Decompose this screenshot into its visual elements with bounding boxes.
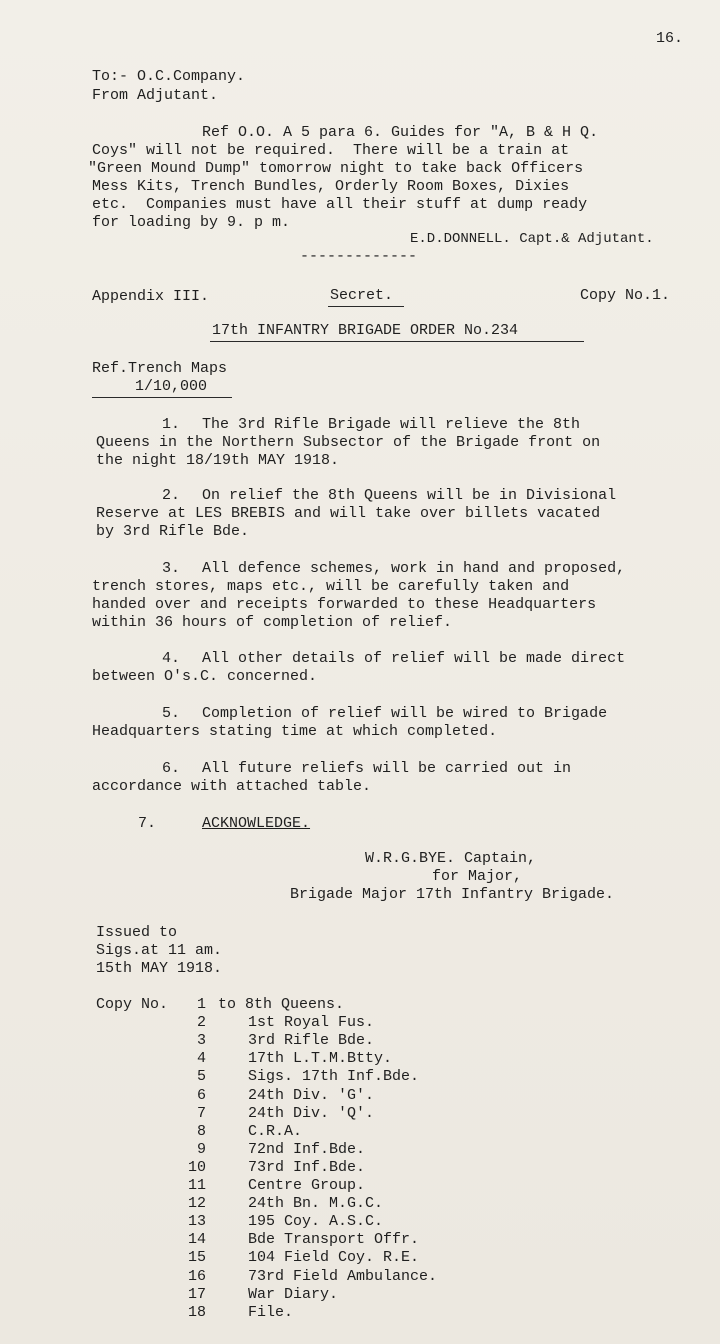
copy-no: 10 [187, 1158, 206, 1176]
paragraph-line: within 36 hours of completion of relief. [92, 614, 453, 631]
copy-no: 15 [187, 1249, 206, 1267]
copy-no: 2 [196, 1014, 206, 1032]
signature-line: Brigade Major 17th Infantry Brigade. [290, 886, 615, 903]
copy-recipient: Sigs. 17th Inf.Bde. [248, 1068, 420, 1086]
signature-line: for Major, [432, 868, 523, 885]
copy-no: 11 [187, 1177, 206, 1194]
paragraph-line: All defence schemes, work in hand and proposed, [202, 560, 626, 577]
paragraph-line: Headquarters stating time at which completed. [92, 723, 498, 740]
memo-signature: E.D.DONNELL. Capt.& Adjutant. [410, 231, 654, 247]
issued-line: 15th MAY 1918. [96, 960, 223, 977]
memo-line: Ref O.O. A 5 para 6. Guides for "A, B & H Q. [202, 124, 599, 141]
copy-recipient: 72nd Inf.Bde. [248, 1140, 366, 1158]
copy-no: 9 [196, 1140, 206, 1158]
copy-no: 16 [187, 1267, 206, 1285]
copy-recipient: 73rd Field Ambulance. [248, 1267, 438, 1285]
copy-recipient: Centre Group. [248, 1177, 366, 1194]
copy-no: 12 [187, 1195, 206, 1213]
paragraph-number: 5. [162, 705, 181, 722]
paragraph-line: Queens in the Northern Subsector of the Brigade front on [96, 434, 601, 451]
paragraph-line: All future reliefs will be carried out in [202, 760, 572, 777]
paragraph-number: 2. [162, 487, 181, 504]
paragraph-line: by 3rd Rifle Bde. [96, 523, 250, 540]
page-number: 16. [656, 30, 684, 47]
copy-recipient: 195 Coy. A.S.C. [248, 1213, 384, 1231]
memo-line: etc. Companies must have all their stuff at dump ready [92, 196, 588, 213]
copy-recipient: 3rd Rifle Bde. [248, 1032, 375, 1050]
paragraph-line: All other details of relief will be made direct [202, 650, 626, 667]
copy-recipient: 17th L.T.M.Btty. [248, 1050, 393, 1068]
issued-line: Issued to [96, 924, 178, 941]
copy-no: 17 [187, 1285, 206, 1303]
ref-underline [92, 397, 232, 398]
copy-no: 14 [187, 1231, 206, 1249]
issued-line: Sigs.at 11 am. [96, 942, 223, 959]
paragraph-line: Reserve at LES BREBIS and will take over billets vacated [96, 505, 601, 522]
paragraph-line: accordance with attached table. [92, 778, 372, 795]
memo-line: Mess Kits, Trench Bundles, Orderly Room Boxes, Dixies [92, 178, 570, 195]
paragraph-line: handed over and receipts forwarded to these Headquarters [92, 596, 597, 613]
memo-line: Coys" will not be required. There will be a train at [92, 142, 570, 159]
copy-recipient: 104 Field Coy. R.E. [248, 1249, 420, 1267]
copy-no: 5 [196, 1068, 206, 1086]
copy-recipient: 73rd Inf.Bde. [248, 1158, 366, 1176]
order-title-underline [210, 341, 584, 342]
copy-no: 13 [187, 1213, 206, 1231]
paragraph-line: the night 18/19th MAY 1918. [96, 452, 340, 469]
paragraph-number: 4. [162, 650, 181, 667]
paragraph-number: 6. [162, 760, 181, 777]
copy-recipient: C.R.A. [248, 1122, 303, 1140]
copy-no: 6 [196, 1086, 206, 1104]
copy-no: 18 [187, 1303, 206, 1321]
paragraph-number: 3. [162, 560, 181, 577]
copy-no: 7 [196, 1104, 206, 1122]
copy-recipient: to 8th Queens. [218, 996, 345, 1013]
memo-divider: ------------- [300, 248, 418, 265]
ref-scale: 1/10,000 [135, 378, 208, 395]
copy-no: 8 [196, 1122, 206, 1140]
paragraph-line: between O's.C. concerned. [92, 668, 318, 685]
copy-recipient: 24th Bn. M.G.C. [248, 1195, 384, 1213]
order-title: 17th INFANTRY BRIGADE ORDER No.234 [212, 322, 519, 339]
copy-number: Copy No.1. [580, 287, 671, 304]
paragraph-line: The 3rd Rifle Brigade will relieve the 8th [202, 416, 581, 433]
copy-no: 3 [196, 1032, 206, 1050]
copy-recipient: 1st Royal Fus. [248, 1014, 375, 1032]
paragraph-line: Completion of relief will be wired to Brigade [202, 705, 608, 722]
copy-recipient: Bde Transport Offr. [248, 1231, 420, 1249]
copy-recipient: War Diary. [248, 1285, 339, 1303]
ref-trench-maps: Ref.Trench Maps [92, 360, 228, 377]
acknowledge-text: ACKNOWLEDGE. [202, 815, 311, 832]
memo-from: From Adjutant. [92, 87, 219, 104]
copy-recipient: 24th Div. 'Q'. [248, 1104, 375, 1122]
signature-line: W.R.G.BYE. Captain, [365, 850, 537, 867]
copy-recipient: File. [248, 1303, 294, 1321]
paragraph-number: 1. [162, 416, 181, 433]
memo-to: To:- O.C.Company. [92, 68, 246, 85]
secret-underline [328, 306, 404, 307]
memo-line: "Green Mound Dump" tomorrow night to take back Officers [88, 160, 584, 177]
appendix-label: Appendix III. [92, 288, 210, 305]
distribution-label: Copy No. [96, 996, 169, 1013]
paragraph-number: 7. [138, 815, 157, 832]
copy-no: 4 [196, 1050, 206, 1068]
paragraph-line: trench stores, maps etc., will be carefully taken and [92, 578, 570, 595]
paragraph-line: On relief the 8th Queens will be in Divisional [202, 487, 617, 504]
copy-recipient: 24th Div. 'G'. [248, 1086, 375, 1104]
copy-no: 1 [196, 996, 206, 1013]
secret-label: Secret. [330, 287, 394, 304]
memo-line: for loading by 9. p m. [92, 214, 291, 231]
